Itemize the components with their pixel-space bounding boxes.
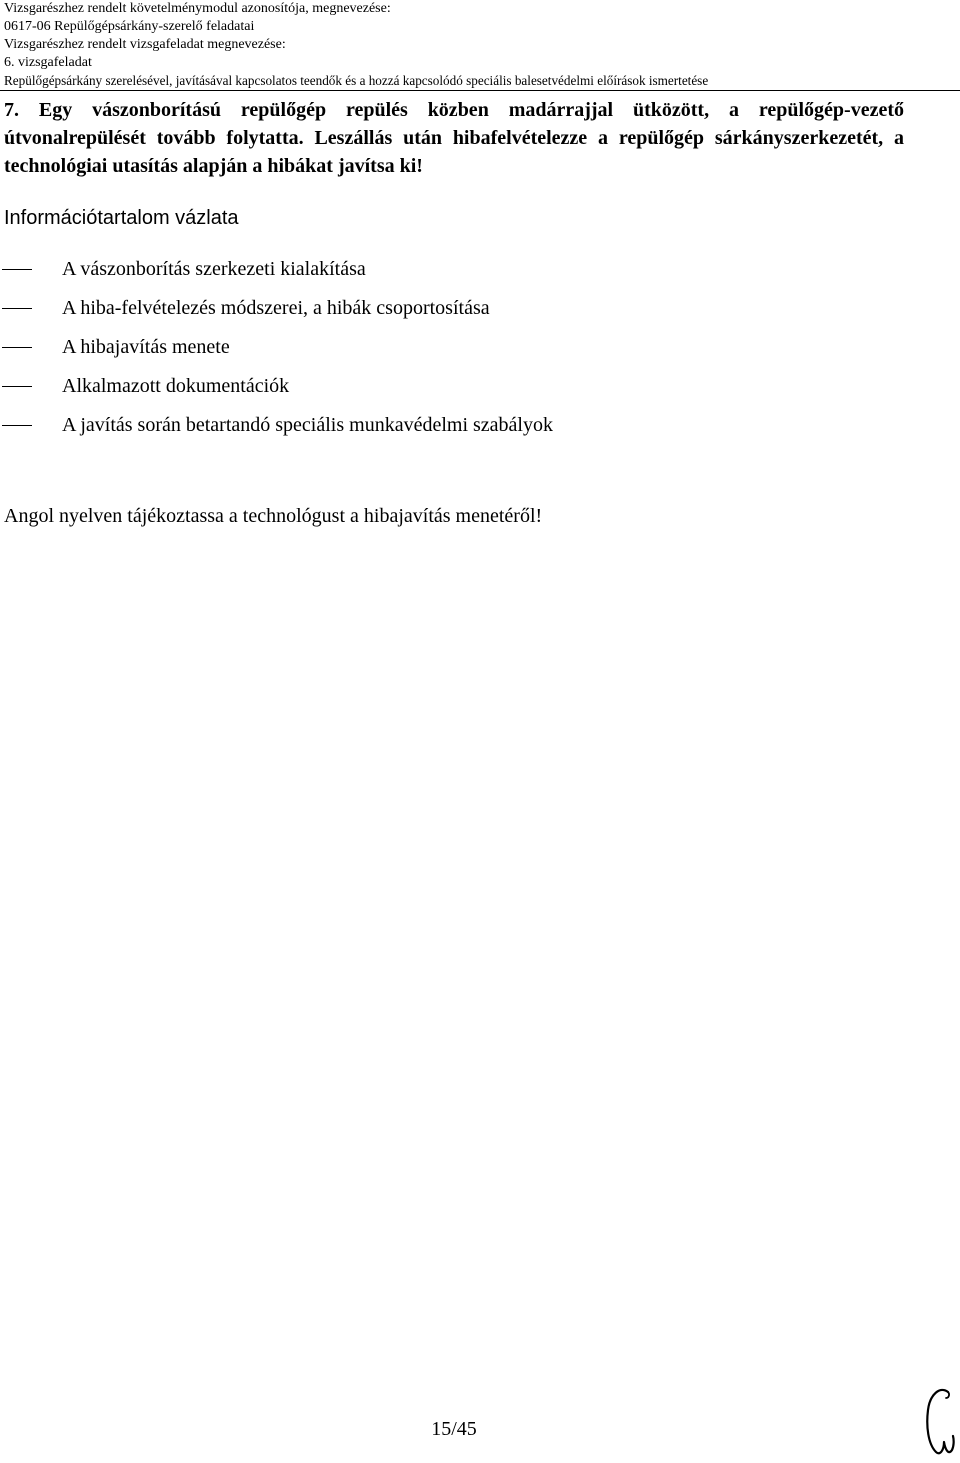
header-task-label: Vizsgarészhez rendelt vizsgafeladat megnevezése: [4, 37, 286, 52]
header-divider [0, 90, 960, 91]
list-item-text: A hiba-felvételezés módszerei, a hibák csoportosítása [62, 297, 490, 319]
outline-title: Információtartalom vázlata [4, 207, 239, 229]
list-item-text: A javítás során betartandó speciális munkavédelmi szabályok [62, 414, 553, 436]
header-task-name: Repülőgépsárkány szerelésével, javításával kapcsolatos teendők és a hozzá kapcsolódó speciális balesetvédelmi előírások ismertetése [4, 73, 709, 88]
dash-bullet-icon [2, 347, 32, 348]
dash-bullet-icon [2, 269, 32, 270]
list-item [0, 373, 900, 412]
page-number: 15/45 [431, 1418, 477, 1440]
list-item [0, 412, 900, 451]
dash-bullet-icon [2, 308, 32, 309]
header-module-label: Vizsgarészhez rendelt követelménymodul azonosítója, megnevezése: [4, 1, 391, 16]
list-item [0, 256, 900, 295]
header-module-name: 0617-06 Repülőgépsárkány-szerelő feladatai [4, 19, 255, 34]
dash-bullet-icon [2, 425, 32, 426]
dash-bullet-icon [2, 386, 32, 387]
list-item-text: Alkalmazott dokumentációk [62, 375, 290, 397]
task-description: 7. Egy vászonborítású repülőgép repülés közben madárrajjal ütközött, a repülőgép-vezető útvonalrepülését tovább folytatta. Leszállás után hibafelvételezze a repülőgép sárkányszerkezetét, a technológiai utasítás alapján a hibákat javítsa ki! [4, 99, 904, 177]
header-task-number: 6. vizsgafeladat [4, 55, 92, 70]
list-item [0, 334, 900, 373]
outline-list [0, 256, 900, 451]
list-item [0, 295, 900, 334]
list-item-text: A vászonborítás szerkezeti kialakítása [62, 258, 366, 280]
signature-icon [918, 1384, 958, 1460]
list-item-text: A hibajavítás menete [62, 336, 230, 358]
instruction-text: Angol nyelven tájékoztassa a technológust a hibajavítás menetéről! [4, 505, 543, 527]
page-header [4, 0, 956, 90]
